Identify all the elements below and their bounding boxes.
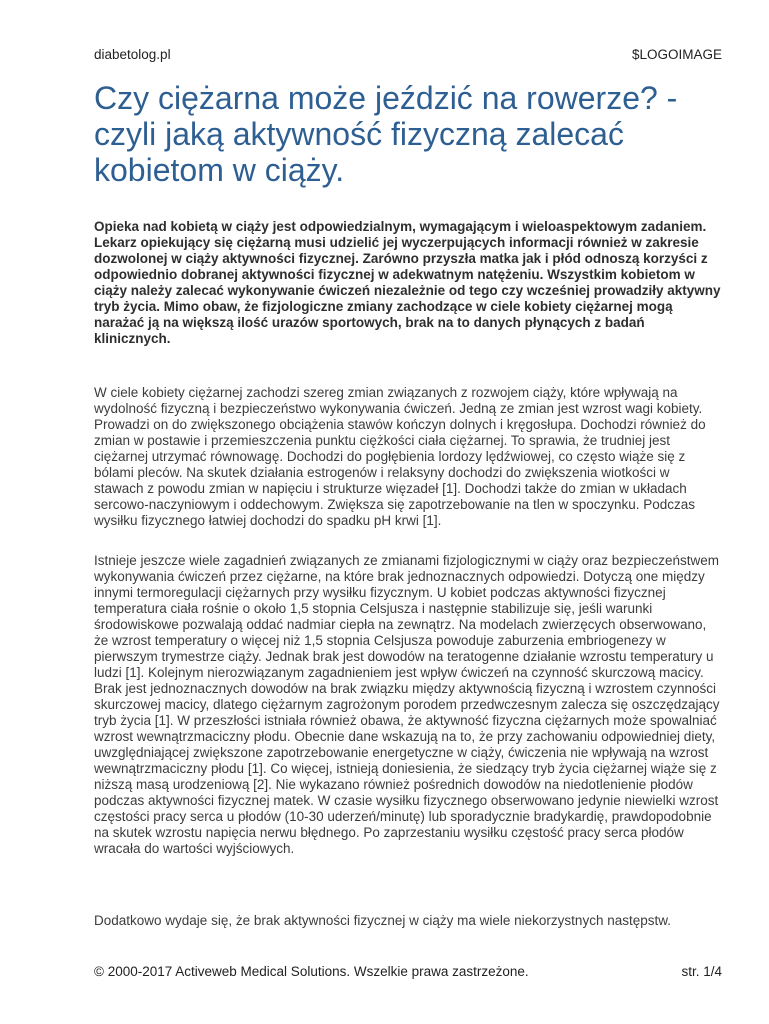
header-logo-placeholder: $LOGOIMAGE	[631, 47, 722, 62]
header-site-name: diabetolog.pl	[94, 47, 171, 62]
footer-page-number: str. 1/4	[681, 964, 722, 979]
article-paragraph: W ciele kobiety ciężarnej zachodzi szereg zmian związanych z rozwojem ciąży, które wpływają na wydolność fizyczną i bezpieczeństwo wykonywania ćwiczeń. Jedną ze zmian jest wzrost wagi kobiety. Prowadzi on do zwiększonego obciążenia stawów kończyn dolnych i kręgosłupa. Dochodzi również do zmian w postawie i przemieszczenia punktu ciężkości ciała ciężarnej. To sprawia, że trudniej jest ciężarnej utrzymać równowagę. Dochodzi do pogłębienia lordozy lędźwiowej, co często wiąże się z bólami pleców. Na skutek działania estrogenów i relaksyny dochodzi do zwiększenia wiotkości w stawach z powodu zmian w napięciu i strukturze więzadeł [1]. Dochodzi także do zmian w układach sercowo-naczyniowym i oddechowym. Zwiększa się zapotrzebowanie na tlen w spoczynku. Podczas wysiłku fizycznego łatwiej dochodzi do spadku pH krwi [1].	[94, 385, 706, 528]
article-paragraph: Istnieje jeszcze wiele zagadnień związanych ze zmianami fizjologicznymi w ciąży oraz bezpieczeństwem wykonywania ćwiczeń przez ciężarne, na które brak jednoznacznych odpowiedzi. Dotyczą one między innymi termoregulacji ciężarnych przy wysiłku fizycznym. U kobiet podczas aktywności fizycznej temperatura ciała rośnie o około 1,5 stopnia Celsjusza i następnie stabilizuje się, jeśli warunki środowiskowe pozwalają oddać nadmiar ciepła na zewnątrz. Na modelach zwierzęcych obserwowano, że wzrost temperatury o więcej niż 1,5 stopnia Celsjusza powoduje zaburzenia embriogenezy w pierwszym trymestrze ciąży. Jednak brak jest dowodów na teratogenne działanie wzrostu temperatury u ludzi [1]. Kolejnym nierozwiązanym zagadnieniem jest wpływ ćwiczeń na czynność skurczową macicy. Brak jest jednoznacznych dowodów na brak związku między aktywnością fizyczną i wzrostem czynności skurczowej macicy, dlatego ciężarnym zagrożonym porodem przedwczesnym zalecza się oszczędzający tryb życia [1]. W przeszłości istniała również obawa, że aktywność fizyczna ciężarnych może spowalniać wzrost wewnątrzmaciczny płodu. Obecnie dane wskazują na to, że przy zachowaniu odpowiedniej diety, uwzględniającej zwiększone zapotrzebowanie energetyczne w ciąży, ćwiczenia nie wpływają na wzrost wewnątrzmaciczny płodu [1]. Co więcej, istnieją doniesienia, że siedzący tryb życia ciężarnej wiąże się z niższą masą urodzeniową [2]. Nie wykazano również pośrednich dowodów na niedotlenienie płodów podczas aktywności fizycznej matek. W czasie wysiłku fizycznego obserwowano jedynie niewielki wzrost częstości pracy serca u płodów (10-30 uderzeń/minutę) lub sporadycznie bradykardię, prawdopodobnie na skutek wzrostu napięcia nerwu błędnego. Po zaprzestaniu wysiłku częstość pracy serca płodów wracała do wartości wyjściowych.	[94, 553, 720, 856]
footer-copyright: © 2000-2017 Activeweb Medical Solutions. Wszelkie prawa zastrzeżone.	[94, 964, 529, 979]
article-paragraph: Dodatkowo wydaje się, że brak aktywności fizycznej w ciąży ma wiele niekorzystnych następstw.	[94, 913, 671, 928]
article-title: Czy ciężarna może jeździć na rowerze? - czyli jaką aktywność fizyczną zalecać kobietom w ciąży.	[94, 80, 678, 188]
article-lead: Opieka nad kobietą w ciąży jest odpowiedzialnym, wymagającym i wieloaspektowym zadaniem. Lekarz opiekujący się ciężarną musi udzielić jej wyczerpujących informacji również w zakresie dozwolonej w ciąży aktywności fizycznej. Zarówno przyszła matka jak i płód odnoszą korzyści z odpowiednio dobranej aktywności fizycznej w adekwatnym natężeniu. Wszystkim kobietom w ciąży należy zalecać wykonywanie ćwiczeń niezależnie od tego czy wcześniej prowadziły aktywny tryb życia. Mimo obaw, że fizjologiczne zmiany zachodzące w ciele kobiety ciężarnej mogą narażać ją na większą ilość urazów sportowych, brak na to danych płynących z badań klinicznych.	[94, 219, 721, 346]
